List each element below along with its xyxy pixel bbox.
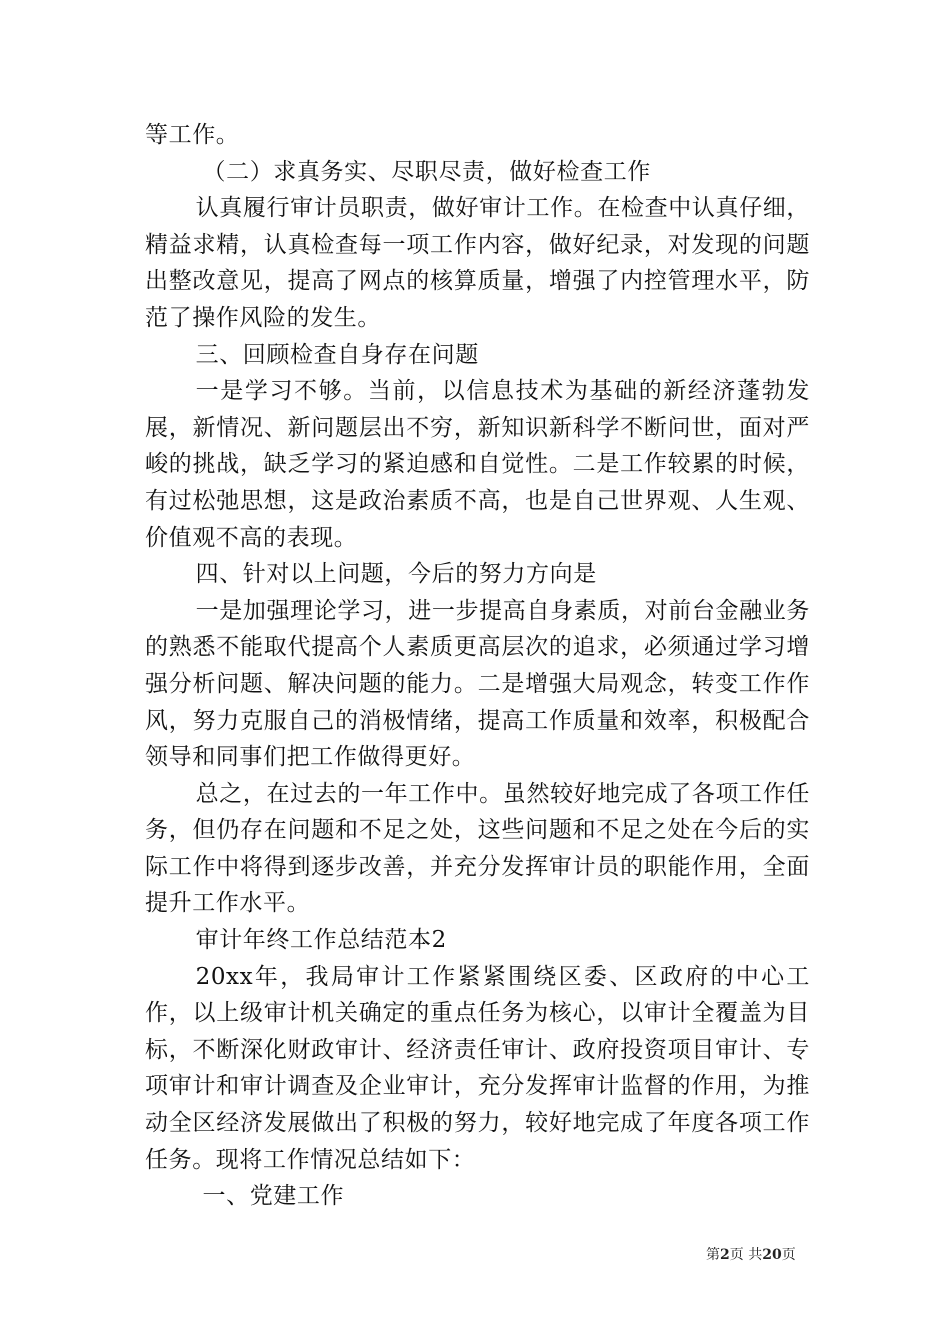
paragraph-problems: 一是学习不够。当前，以信息技术为基础的新经济蓬勃发展，新情况、新问题层出不穷，新知识新科学不断问世，面对严峻的挑战，缺乏学习的紧迫感和自觉性。二是工作较累的时候，有过松弛思想，这是政治素质不高，也是自己世界观、人生观、价值观不高的表现。 bbox=[145, 378, 810, 551]
paragraph-conclusion: 总之，在过去的一年工作中。虽然较好地完成了各项工作任务，但仍存在问题和不足之处，这些问题和不足之处在今后的实际工作中将得到逐步改善，并充分发挥审计员的职能作用，全面提升工作水平。 bbox=[145, 780, 810, 917]
page-number-footer bbox=[706, 1246, 796, 1264]
footer-current-page: 2 bbox=[720, 1247, 730, 1263]
paragraph-continuation: 等工作。 bbox=[145, 122, 240, 148]
footer-middle: 页 共 bbox=[729, 1247, 763, 1263]
footer-suffix: 页 bbox=[781, 1247, 796, 1263]
paragraph-annual-summary: 20xx年，我局审计工作紧紧围绕区委、区政府的中心工作，以上级审计机关确定的重点任务为核心，以审计全覆盖为目标，不断深化财政审计、经济责任审计、政府投资项目审计、专项审计和审计调查及企业审计，充分发挥审计监督的作用，为推动全区经济发展做出了积极的努力，较好地完成了年度各项工作任务。现将工作情况总结如下： bbox=[145, 963, 810, 1173]
footer-prefix: 第 bbox=[706, 1247, 720, 1263]
document-body bbox=[145, 117, 810, 1215]
footer-total-pages: 20 bbox=[762, 1247, 782, 1263]
section-heading-direction: 四、针对以上问题，今后的努力方向是 bbox=[195, 561, 597, 588]
section-heading-party-building: 一、党建工作 bbox=[202, 1183, 345, 1210]
section-heading-check-work: （二）求真务实、尽职尽责，做好检查工作 bbox=[202, 158, 651, 185]
paragraph-improvements: 一是加强理论学习，进一步提高自身素质，对前台金融业务的熟悉不能取代提高个人素质更高层次的追求，必须通过学习增强分析问题、解决问题的能力。二是增强大局观念，转变工作作风，努力克服自己的消极情绪，提高工作质量和效率，积极配合领导和同事们把工作做得更好。 bbox=[145, 597, 810, 771]
section-heading-self-review: 三、回顾检查自身存在问题 bbox=[195, 341, 479, 368]
paragraph-audit-duties: 认真履行审计员职责，做好审计工作。在检查中认真仔细，精益求精，认真检查每一项工作内容，做好纪录，对发现的问题出整改意见，提高了网点的核算质量，增强了内控管理水平，防范了操作风险的发生。 bbox=[145, 195, 810, 331]
section-title-sample-2: 审计年终工作总结范本2 bbox=[195, 927, 447, 954]
